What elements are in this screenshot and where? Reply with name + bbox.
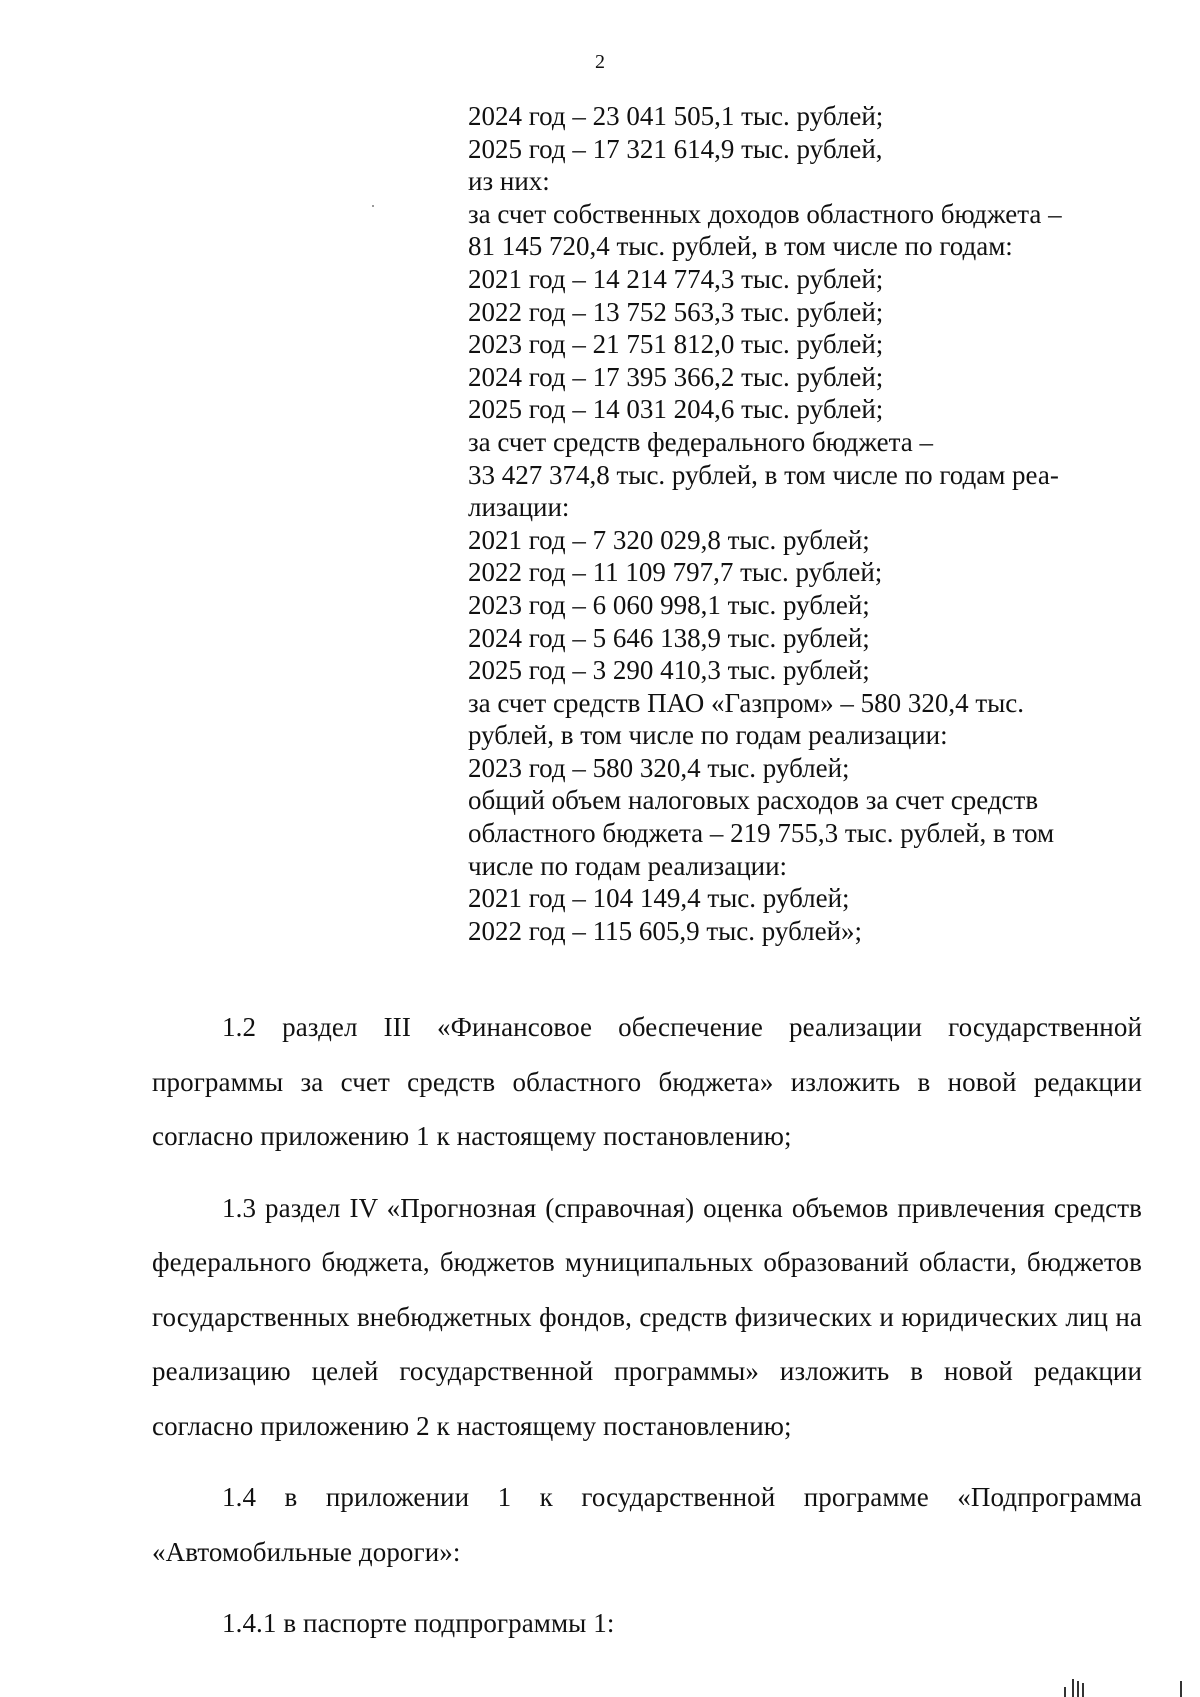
passport-line: 2023 год – 580 320,4 тыс. рублей; xyxy=(468,752,850,783)
passport-line: 81 145 720,4 тыс. рублей, в том числе по годам: xyxy=(468,231,1013,262)
passport-line: 2021 год – 7 320 029,8 тыс. рублей; xyxy=(468,524,870,555)
passport-line: 2021 год – 104 149,4 тыс. рублей; xyxy=(468,883,850,914)
passport-line: 2024 год – 23 041 505,1 тыс. рублей; xyxy=(468,101,884,131)
scan-edge-marks xyxy=(1050,1672,1190,1697)
passport-line: 33 427 374,8 тыс. рублей, в том числе по годам реа- xyxy=(468,459,1059,490)
passport-line: 2022 год – 13 752 563,3 тыс. рублей; xyxy=(468,296,884,327)
paragraph-1-4: 1.4 в приложении 1 к государственной программе «Подпрограмма «Автомобильные дороги»: xyxy=(152,1482,1142,1567)
passport-line: за счет собственных доходов областного бюджета – xyxy=(468,198,1062,229)
scan-speck xyxy=(372,205,374,207)
passport-line: областного бюджета – 219 755,3 тыс. рублей, в том xyxy=(468,818,1055,849)
passport-line: 2022 год – 115 605,9 тыс. рублей»; xyxy=(468,915,863,946)
passport-line: 2023 год – 21 751 812,0 тыс. рублей; xyxy=(468,329,884,360)
paragraph-1-3: 1.3 раздел IV «Прогнозная (справочная) оценка объемов привлечения средств федерального бюджета, бюджетов муниципальных образований области, бюджетов государственных внебюджетных фондов, средств физических и юридических лиц на реализацию целей государственной программы» изложить в новой редакции согласно приложению 2 к настоящему постановлению; xyxy=(152,1192,1142,1441)
page-number: 2 xyxy=(595,51,605,73)
passport-line: 2024 год – 17 395 366,2 тыс. рублей; xyxy=(468,361,884,392)
passport-line: рублей, в том числе по годам реализации: xyxy=(468,720,948,751)
paragraph-1-2: 1.2 раздел III «Финансовое обеспечение реализации государственной программы за счет средств областного бюджета» изложить в новой редакции согласно приложению 1 к настоящему постановлению; xyxy=(152,1012,1142,1151)
passport-line: 2021 год – 14 214 774,3 тыс. рублей; xyxy=(468,263,884,294)
passport-line: лизации: xyxy=(468,492,570,523)
passport-line: из них: xyxy=(468,166,550,197)
passport-line: числе по годам реализации: xyxy=(468,850,788,881)
passport-line: 2023 год – 6 060 998,1 тыс. рублей; xyxy=(468,589,870,620)
passport-line: 2025 год – 14 031 204,6 тыс. рублей; xyxy=(468,394,884,425)
passport-line: 2025 год – 3 290 410,3 тыс. рублей; xyxy=(468,655,870,686)
amendment-paragraphs xyxy=(152,1000,1142,1651)
passport-line: 2025 год – 17 321 614,9 тыс. рублей, xyxy=(468,133,883,164)
passport-line: общий объем налоговых расходов за счет средств xyxy=(468,785,1039,816)
passport-funding-block xyxy=(468,100,1108,947)
paragraph-1-4-1: 1.4.1 в паспорте подпрограммы 1: xyxy=(222,1608,615,1638)
passport-line: 2022 год – 11 109 797,7 тыс. рублей; xyxy=(468,557,883,588)
passport-line: 2024 год – 5 646 138,9 тыс. рублей; xyxy=(468,622,870,653)
passport-line: за счет средств федерального бюджета – xyxy=(468,426,933,457)
passport-line: за счет средств ПАО «Газпром» – 580 320,4 тыс. xyxy=(468,687,1025,718)
